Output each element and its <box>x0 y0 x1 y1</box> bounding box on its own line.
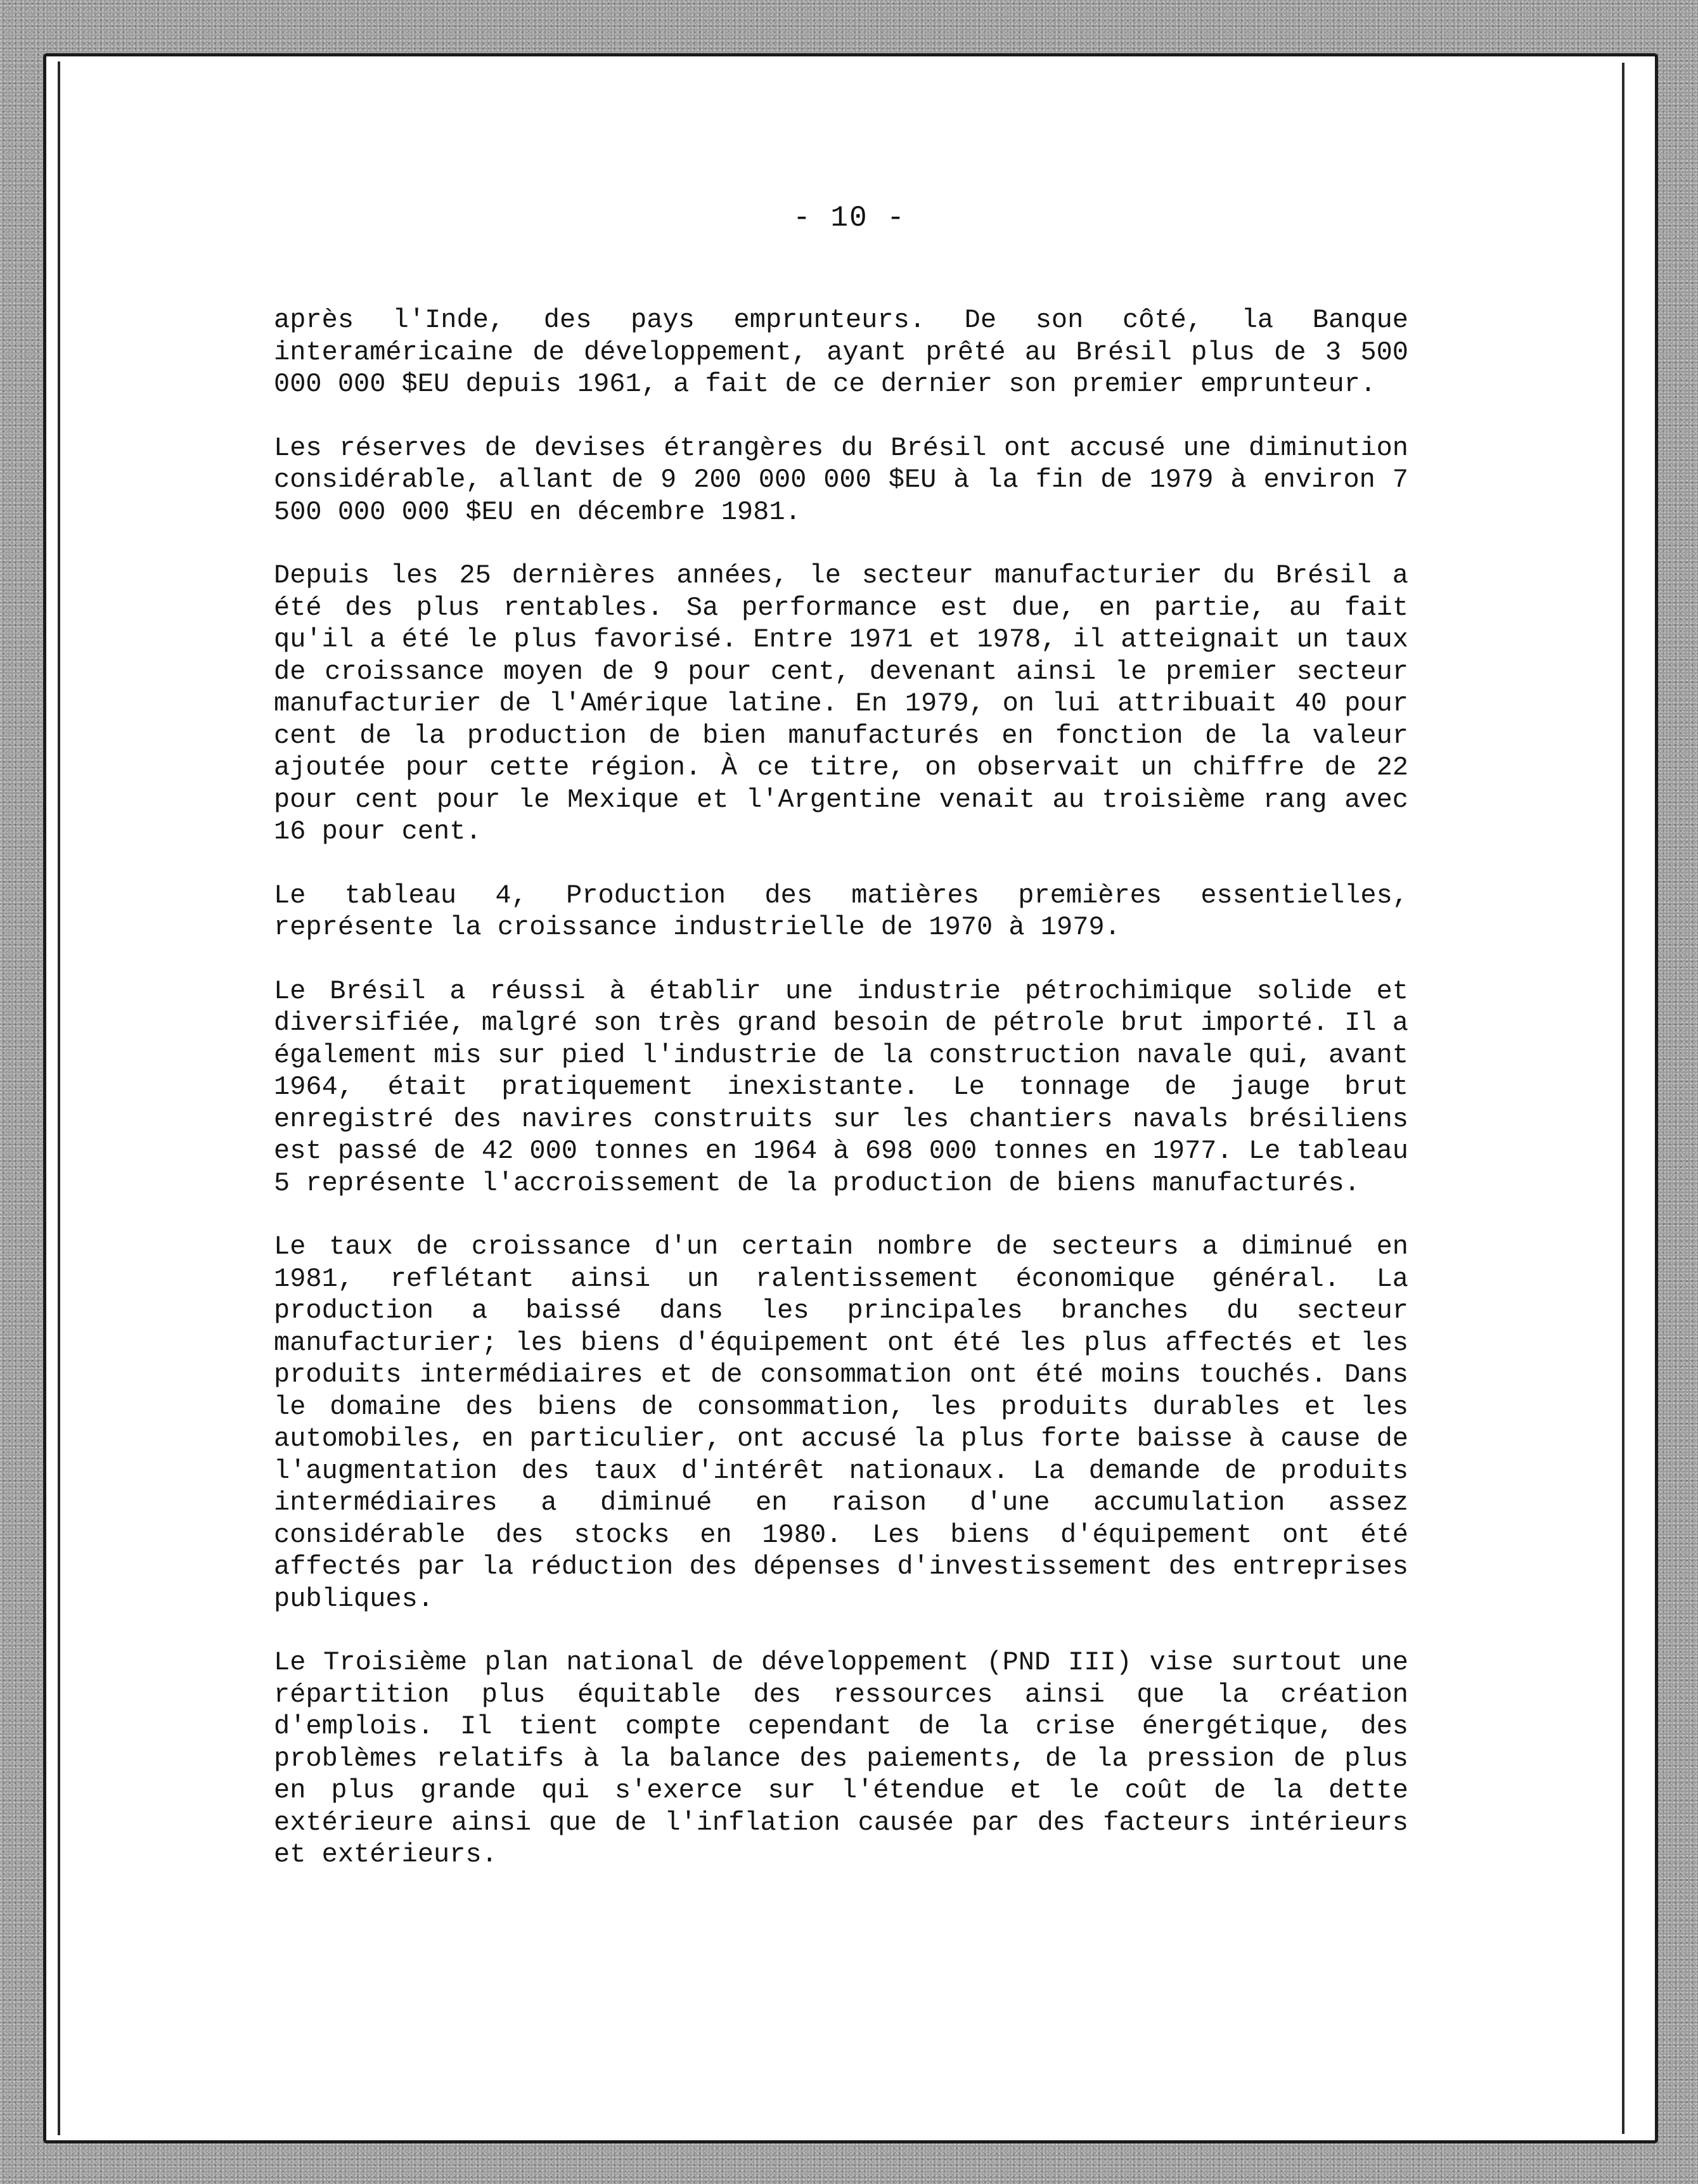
paragraph-3: Depuis les 25 dernières années, le secteur manufacturier du Brésil a été des plus rentables. Sa performance est due, en partie, au fait qu'il a été le plus favorisé. Entre 1971 et 1978, il atteignait un taux de croissance moyen de 9 pour cent, devenant ainsi le premier secteur manufacturier de l'Amérique latine. En 1979, on lui attribuait 40 pour cent de la production de bien manufacturés en fonction de la valeur ajoutée pour cette région. À ce titre, on observait un chiffre de 22 pour cent pour le Mexique et l'Argentine venait au troisième rang avec 16 pour cent. <box>274 560 1408 847</box>
paragraph-1: après l'Inde, des pays emprunteurs. De son côté, la Banque interaméricaine de développement, ayant prêté au Brésil plus de 3 500 000 000 $EU depuis 1961, a fait de ce dernier son premier emprunteur. <box>274 305 1408 399</box>
body-text <box>274 304 1408 1903</box>
binding-line-left <box>58 61 60 2135</box>
binding-line-right <box>1622 63 1624 2134</box>
paragraph-7: Le Troisième plan national de développement (PND III) vise surtout une répartition plus équitable des ressources ainsi que la création d'emplois. Il tient compte cependant de la crise énergétique, des problèmes relatifs à la balance des paiements, de la pression de plus en plus grande qui s'exerce sur l'étendue et le coût de la dette extérieure ainsi que de l'inflation causée par des facteurs intérieurs et extérieurs. <box>274 1647 1408 1870</box>
paragraph-6: Le taux de croissance d'un certain nombre de secteurs a diminué en 1981, reflétant ainsi un ralentissement économique général. La production a baissé dans les principales branches du secteur manufacturier; les biens d'équipement ont été les plus affectés et les produits intermédiaires et de consommation ont été moins touchés. Dans le domaine des biens de consommation, les produits durables et les automobiles, en particulier, ont accusé la plus forte baisse à cause de l'augmentation des taux d'intérêt nationaux. La demande de produits intermédiaires a diminué en raison d'une accumulation assez considérable des stocks en 1980. Les biens d'équipement ont été affectés par la réduction des dépenses d'investissement des entreprises publiques. <box>274 1231 1408 1614</box>
page-number: - 10 - <box>793 202 906 234</box>
paragraph-4: Le tableau 4, Production des matières premières essentielles, représente la croissance industrielle de 1970 à 1979. <box>274 880 1408 942</box>
paragraph-2: Les réserves de devises étrangères du Brésil ont accusé une diminution considérable, allant de 9 200 000 000 $EU à la fin de 1979 à environ 7 500 000 000 $EU en décembre 1981. <box>274 432 1408 527</box>
paragraph-5: Le Brésil a réussi à établir une industrie pétrochimique solide et diversifiée, malgré son très grand besoin de pétrole brut importé. Il a également mis sur pied l'industrie de la construction navale qui, avant 1964, était pratiquement inexistante. Le tonnage de jauge brut enregistré des navires construits sur les chantiers navals brésiliens est passé de 42 000 tonnes en 1964 à 698 000 tonnes en 1977. Le tableau 5 représente l'accroissement de la production de biens manufacturés. <box>274 975 1408 1198</box>
